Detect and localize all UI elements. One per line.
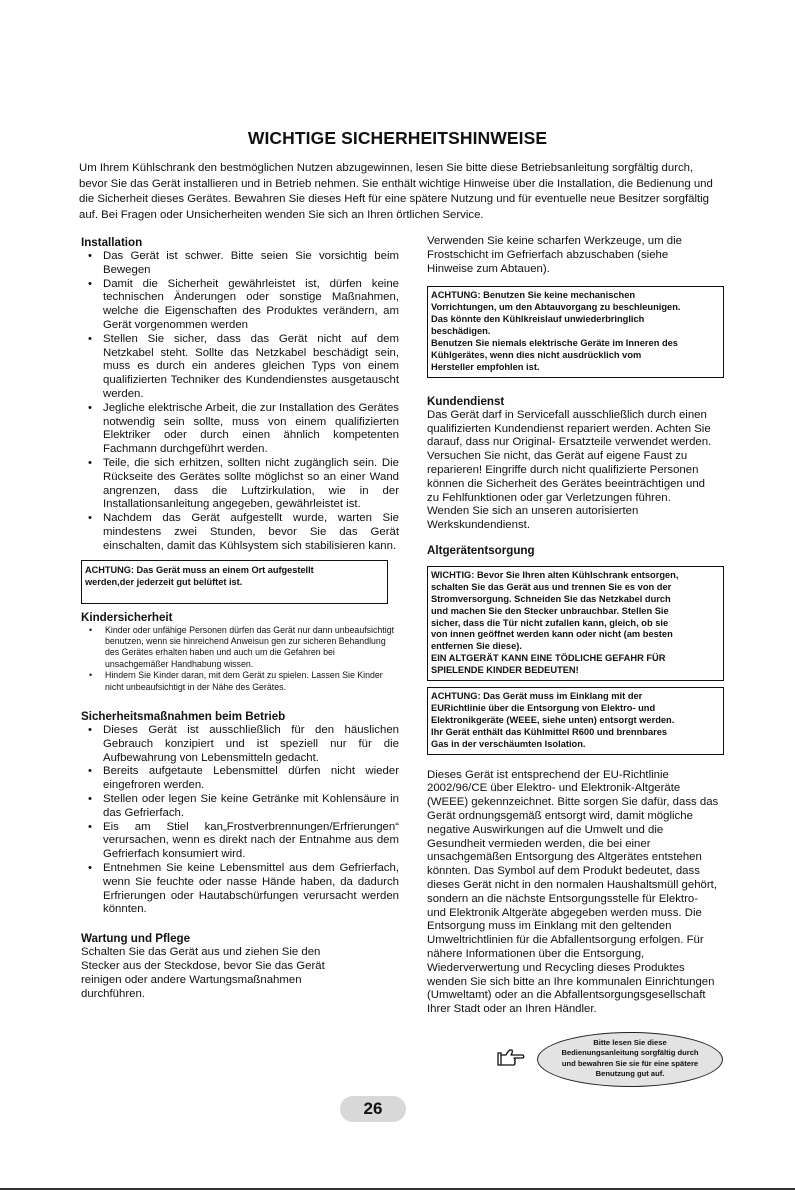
intro-paragraph: Um Ihrem Kühlschrank den bestmöglichen Nutzen abzugewinnen, lesen Sie bitte diese Betriebsanleitung sorgfältig durch, bevor Sie das Gerät installieren und in Betrieb nehmen. Sie enthält wichtige Hinweise über die Installation, die Bedienung und die Sicherheit dieses Gerätes. Bewahren Sie dieses Heft für eine spätere Nutzung und für eventuelle neue Besitzer sorgfältig auf. Bei Fragen oder Unsicherheiten wenden Sie sich an Ihren örtlichen Service. [79, 162, 713, 221]
kindersicherheit-list [81, 625, 399, 693]
defrost-tools-paragraph: Verwenden Sie keine scharfen Werkzeuge, um die Frostschicht im Gefrierfach abzuschaben (siehe Hinweise zum Abtauen). [427, 235, 682, 275]
footnote-line: und bewahren Sie sie für eine spätere [561, 1058, 699, 1068]
read-manual-note [497, 1032, 737, 1090]
list-item: • Nachdem das Gerät aufgestellt wurde, warten Sie mindestens zwei Stunden, bevor Sie das Gerät einschalten, damit das Kühlsystem sich stabilisieren kann. [81, 512, 399, 553]
warning-line: sicher, dass die Tür nicht zufallen kann, gleich, ob sie [431, 617, 669, 628]
warning-line: ACHTUNG: Das Gerät muss im Einklang mit der [431, 691, 643, 702]
footnote-line: Bitte lesen Sie diese [593, 1038, 667, 1047]
betrieb-heading: Sicherheitsmaßnahmen beim Betrieb [81, 709, 286, 723]
footnote-line: Bedienungsanleitung sorgfältig durch [561, 1048, 699, 1058]
warning-line: Hersteller empfohlen ist. [431, 361, 540, 372]
warning-line: von innen geöffnet werden kann oder nicht (am besten [431, 629, 673, 640]
warning-line: EURichtlinie über die Entsorgung von Elektro- und [431, 702, 656, 713]
footnote-bubble [537, 1032, 723, 1087]
warning-line: Das könnte den Kühlkreislauf unwiederbringlich [431, 314, 645, 325]
list-item: • Entnehmen Sie keine Lebensmittel aus dem Gefrierfach, wenn Sie feuchte oder nasse Hände haben, da dadurch Erfrierungen oder Hautabschürfungen verursacht werden könnten. [81, 862, 399, 917]
defrost-warning-box [427, 286, 724, 377]
kundendienst-paragraph: Das Gerät darf in Servicefall ausschließlich durch einen qualifizierten Kundendienst repariert werden. Achten Sie darauf, dass nur Original- Ersatzteile verwendet werden. Versuchen Sie nicht, das Gerät auf eigene Faust zu reparieren! Eingriffe durch nicht qualifizierte Personen können die Sicherheit des Gerätes beeinträchtigen und zu Fehlfunktionen oder gar Verletzungen führen. Wenden Sie sich an unseren autorisierten Werkskundendienst. [427, 408, 712, 532]
list-item: • Damit die Sicherheit gewährleistet ist, dürfen keine technischen Änderungen oder sonstige Maßnahmen, welche die Eigenschaften des Produktes verändern, am Gerät vorgenommen werden [81, 278, 399, 333]
list-item: • Eis am Stiel kan„Frostverbrennungen/Erfrierungen“ verursachen, wenn es direkt nach der Entnahme aus dem Gefrierfach konsumiert wird. [81, 821, 399, 862]
warning-line: Ihr Gerät enthält das Kühlmittel R600 und brennbares [431, 726, 668, 737]
warning-line: Kühlgerätes, wenn dies nicht ausdrücklich vom [431, 349, 642, 360]
bottom-rule [0, 1188, 795, 1190]
warning-line: WICHTIG: Bevor Sie Ihren alten Kühlschrank entsorgen, [431, 569, 679, 580]
list-item: • Kinder oder unfähige Personen dürfen das Gerät nur dann unbeaufsichtigt benutzen, wenn sie hinreichend Anweisun gen zur sicheren Behandlung des Gerätes erhalten haben und auch um die Gefahren bei unsachgemäßer Handhabung wissen. [81, 625, 399, 671]
warning-line: Gas in der verschäumten Isolation. [431, 738, 586, 749]
wartung-paragraph: Schalten Sie das Gerät aus und ziehen Sie den Stecker aus der Steckdose, bevor Sie das Gerät reinigen oder andere Wartungsmaßnahmen durchführen. [81, 946, 325, 1000]
list-item: • Das Gerät ist schwer. Bitte seien Sie vorsichtig beim Bewegen [81, 250, 399, 278]
list-item: • Jegliche elektrische Arbeit, die zur Installation des Gerätes notwendig sein sollte, muss von einem qualifizierten Elektriker oder durch einen ähnlich kompetenten Fachmann durchgeführt werden. [81, 402, 399, 457]
kindersicherheit-heading: Kindersicherheit [81, 610, 173, 624]
warning-line: beschädigen. [431, 326, 491, 337]
warning-line: Benutzen Sie niemals elektrische Geräte im Inneren des [431, 338, 678, 349]
warning-line: Elektronikgeräte (WEEE, siehe unten) entsorgt werden. [431, 714, 675, 725]
left-column [81, 235, 399, 1001]
page-title: WICHTIGE SICHERHEITSHINWEISE [247, 128, 548, 148]
list-item: • Hindern Sie Kinder daran, mit dem Gerät zu spielen. Lassen Sie Kinder nicht unbeaufsichtigt in der Nähe des Gerätes. [81, 670, 399, 693]
weee-warning-box [427, 687, 724, 755]
footnote-line: Benutzung gut auf. [595, 1068, 665, 1078]
pointing-hand-icon [497, 1047, 525, 1069]
installation-heading: Installation [81, 236, 143, 249]
wartung-heading: Wartung und Pflege [81, 932, 191, 946]
ventilation-warning-box [81, 560, 388, 604]
right-column [427, 235, 724, 1017]
warning-line: und machen Sie den Stecker unbrauchbar. Stellen Sie [431, 605, 669, 616]
warning-line: Stromversorgung. Schneiden Sie das Netzkabel durch [431, 593, 671, 604]
list-item: • Dieses Gerät ist ausschließlich für den häuslichen Gebrauch konzipiert und ist speziell nur für die Aufbewahrung von Lebensmitteln gedacht. [81, 724, 399, 765]
betrieb-list [81, 724, 399, 917]
warning-line: Vorrichtungen, um den Abtauvorgang zu beschleunigen. [431, 302, 681, 313]
warning-line: EIN ALTGERÄT KANN EINE TÖDLICHE GEFAHR FÜR [431, 653, 666, 664]
kundendienst-heading: Kundendienst [427, 394, 505, 408]
list-item: • Stellen oder legen Sie keine Getränke mit Kohlensäure in das Gefrierfach. [81, 793, 399, 821]
warning-line: werden,der jederzeit gut belüftet ist. [85, 576, 243, 587]
warning-line: entfernen Sie diese). [431, 641, 522, 652]
page-number: 26 [340, 1096, 406, 1122]
disposal-warning-box [427, 566, 724, 681]
altgeraet-heading: Altgerätentsorgung [427, 543, 535, 557]
warning-line: ACHTUNG: Benutzen Sie keine mechanischen [431, 290, 636, 301]
weee-paragraph: Dieses Gerät ist entsprechend der EU-Richtlinie 2002/96/CE über Elektro- und Elektronik-Altgeräte (WEEE) gekennzeichnet. Bitte sorgen Sie dafür, dass das Gerät ordnungsgemäß entsorgt wird, damit mögliche negative Auswirkungen auf die Umwelt und die Gesundheit vermieden werden, die bei einer unsachgemäßen Entsorgung des Altgerätes entstehen könnten. Das Symbol auf dem Produkt bedeutet, dass dieses Gerät nicht in den normalen Haushaltsmüll gehört, sondern an die nächste Entsorgungsstelle für Elektro- und Elektronik Altgeräte abgegeben werden muss. Die Entsorgung muss im Einklang mit den geltenden Umweltrichtlinien für die Abfallentsorgung erfolgen. Für nähere Informationen über die Entsorgung, Wiederverwertung und Recycling dieses Produktes wenden Sie sich bitte an Ihre kommunalen Einrichtungen (Umweltamt) oder an die Abfallentsorgungsgesellschaft Ihrer Stadt oder an Ihren Händler. [427, 768, 719, 1016]
warning-line: schalten Sie das Gerät aus und trennen Sie es von der [431, 581, 672, 592]
installation-list [81, 250, 399, 554]
warning-line: ACHTUNG: Das Gerät muss an einem Ort aufgestellt [85, 564, 314, 575]
list-item: • Bereits aufgetaute Lebensmittel dürfen nicht wieder eingefroren werden. [81, 765, 399, 793]
warning-line: SPIELENDE KINDER BEDEUTEN! [431, 665, 579, 676]
list-item: • Teile, die sich erhitzen, sollten nicht zugänglich sein. Die Rückseite des Gerätes sollte möglichst so an einer Wand angrenzen, dass die Luftzirkulation, wie in der Installationsanleitung angegeben, gewährleistet ist. [81, 457, 399, 512]
list-item: • Stellen Sie sicher, dass das Gerät nicht auf dem Netzkabel steht. Sollte das Netzkabel beschädigt sein, muss es durch ein anderes gleichen Typs von einem qualifizierten Techniker des Kundendienstes ausgetauscht werden. [81, 333, 399, 402]
